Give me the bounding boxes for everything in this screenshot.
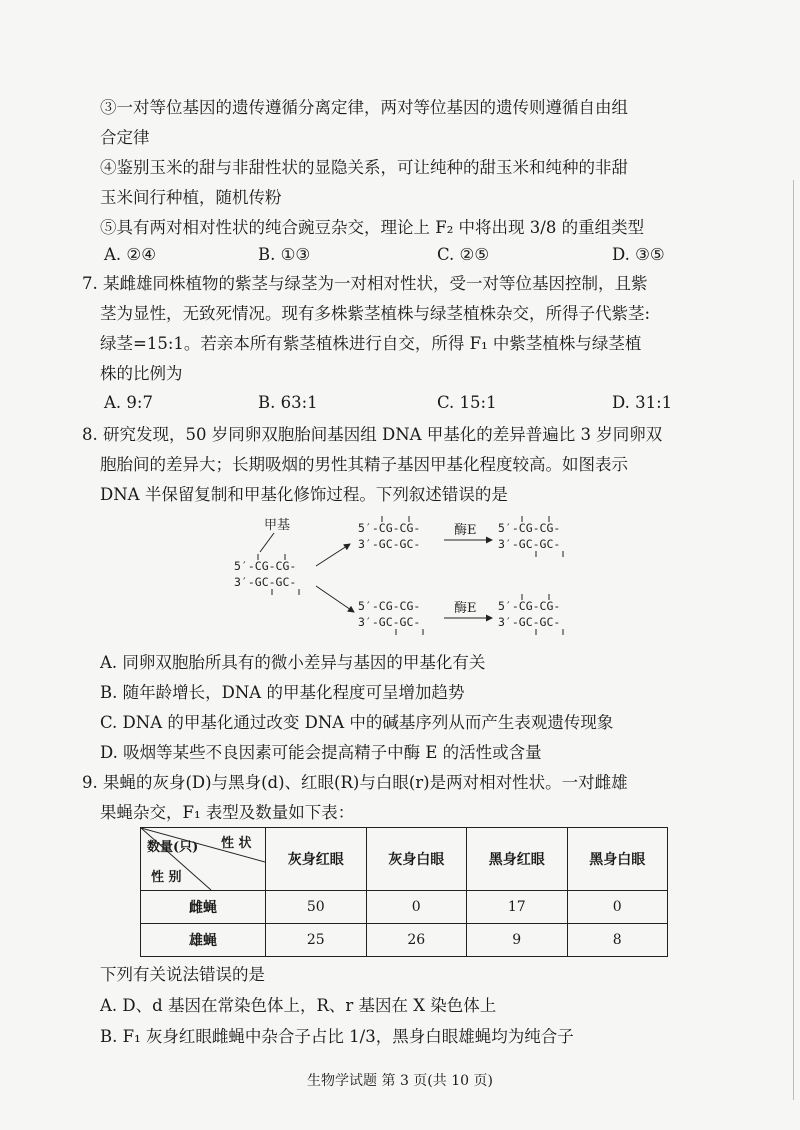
q8-option-c: C. DNA 的甲基化通过改变 DNA 中的碱基序列从而产生表观遗传现象 (100, 713, 614, 732)
q8-stem-line3: DNA 半保留复制和甲基化修饰过程。下列叙述错误的是 (100, 485, 508, 504)
q6-item4-line1: ④鉴别玉米的甜与非甜性状的显隐关系，可让纯种的甜玉米和纯种的非甜 (100, 158, 628, 177)
q6-option-b: B. ①③ (258, 245, 311, 264)
methyl-pointer (260, 533, 274, 552)
corner-label-trait: 性 状 (221, 836, 252, 851)
row-label-male: 雄蝇 (141, 924, 266, 957)
replication-arrow-down (316, 586, 354, 612)
q6-item3-line2: 合定律 (100, 128, 150, 147)
q8-stem-line2: 胞胎间的差异大；长期吸烟的男性其精子基因甲基化程度较高。如图表示 (100, 455, 628, 474)
dna-methylation-diagram (230, 514, 590, 646)
table-cell: 9 (467, 924, 568, 957)
table-cell: 0 (567, 891, 668, 924)
corner-label-sex: 性 别 (151, 870, 182, 885)
table-header-row (141, 828, 668, 891)
enzyme-e-label-upper: 酶E (454, 523, 477, 538)
corner-label-quantity: 数量(只) (147, 840, 199, 855)
q6-item3-line1: ③一对等位基因的遗传遵循分离定律，两对等位基因的遗传则遵循自由组 (100, 98, 628, 117)
product1-strand-top: 5′-CG-CG- (498, 521, 561, 535)
product1-strand-bottom: 3′-GC-GC- (498, 537, 561, 551)
fruitfly-phenotype-table (140, 827, 668, 957)
product2-strand-top: 5′-CG-CG- (498, 599, 561, 613)
replication-arrow-up (316, 544, 350, 566)
q6-item5: ⑤具有两对相对性状的纯合豌豆杂交，理论上 F₂ 中将出现 3/8 的重组类型 (100, 218, 645, 237)
q7-stem-line3: 绿茎=15:1。若亲本所有紫茎植株进行自交，所得 F₁ 中紫茎植株与绿茎植 (100, 334, 642, 353)
methyl-label: 甲基 (264, 518, 291, 533)
q7-stem-line1: 7. 某雌雄同株植物的紫茎与绿茎为一对相对性状，受一对等位基因控制，且紫 (82, 274, 648, 293)
table-header-cell: 灰身红眼 (266, 828, 367, 891)
q6-item4-line2: 玉米间行种植，随机传粉 (100, 188, 282, 207)
table-row (141, 924, 668, 957)
row-label-female: 雌蝇 (141, 891, 266, 924)
q9-option-a: A. D、d 基因在常染色体上，R、r 基因在 X 染色体上 (100, 996, 497, 1015)
q8-option-b: B. 随年龄增长，DNA 的甲基化程度可呈增加趋势 (100, 683, 465, 702)
q7-stem-line2: 茎为显性，无致死情况。现有多株紫茎植株与绿茎植株杂交，所得子代紫茎: (100, 304, 651, 323)
q9-prompt: 下列有关说法错误的是 (100, 965, 265, 984)
table-header-cell: 黑身白眼 (567, 828, 668, 891)
parent-strand-bottom: 3′-GC-GC- (234, 575, 297, 589)
table-cell: 17 (467, 891, 568, 924)
q7-option-d: D. 31:1 (612, 393, 673, 412)
q9-stem-line2: 果蝇杂交，F₁ 表型及数量如下表： (100, 803, 355, 822)
page-footer: 生物学试题 第 3 页(共 10 页) (307, 1073, 493, 1089)
q8-option-d: D. 吸烟等某些不良因素可能会提高精子中酶 E 的活性或含量 (100, 743, 542, 762)
table-cell: 8 (567, 924, 668, 957)
daughter1-strand-bottom: 3′-GC-GC- (358, 537, 421, 551)
table-cell: 50 (266, 891, 367, 924)
table-row (141, 891, 668, 924)
daughter2-strand-top: 5′-CG-CG- (358, 599, 421, 613)
daughter2-strand-bottom: 3′-GC-GC- (358, 615, 421, 629)
daughter1-strand-top: 5′-CG-CG- (358, 521, 421, 535)
table-cell: 0 (366, 891, 467, 924)
parent-strand-top: 5′-CG-CG- (234, 559, 297, 573)
table-header-cell: 灰身白眼 (366, 828, 467, 891)
product2-strand-bottom: 3′-GC-GC- (498, 615, 561, 629)
q8-stem-line1: 8. 研究发现，50 岁同卵双胞胎间基因组 DNA 甲基化的差异普遍比 3 岁同卵双 (82, 425, 663, 444)
q7-stem-line4: 株的比例为 (100, 364, 183, 383)
table-cell: 26 (366, 924, 467, 957)
table-corner-cell (141, 828, 266, 891)
binding-margin-line (793, 180, 794, 1100)
q7-option-a: A. 9:7 (104, 393, 153, 412)
q6-option-c: C. ②⑤ (437, 245, 490, 264)
table-header-cell: 黑身红眼 (467, 828, 568, 891)
enzyme-e-label-lower: 酶E (454, 601, 477, 616)
q9-stem-line1: 9. 果蝇的灰身(D)与黑身(d)、红眼(R)与白眼(r)是两对相对性状。一对雌雄 (82, 773, 628, 792)
q9-option-b: B. F₁ 灰身红眼雌蝇中杂合子占比 1/3，黑身白眼雄蝇均为纯合子 (100, 1027, 574, 1046)
q8-option-a: A. 同卵双胞胎所具有的微小差异与基因的甲基化有关 (100, 653, 486, 672)
q7-option-b: B. 63:1 (258, 393, 318, 412)
q6-option-a: A. ②④ (104, 245, 156, 264)
q7-option-c: C. 15:1 (437, 393, 497, 412)
table-cell: 25 (266, 924, 367, 957)
q6-option-d: D. ③⑤ (612, 245, 665, 264)
